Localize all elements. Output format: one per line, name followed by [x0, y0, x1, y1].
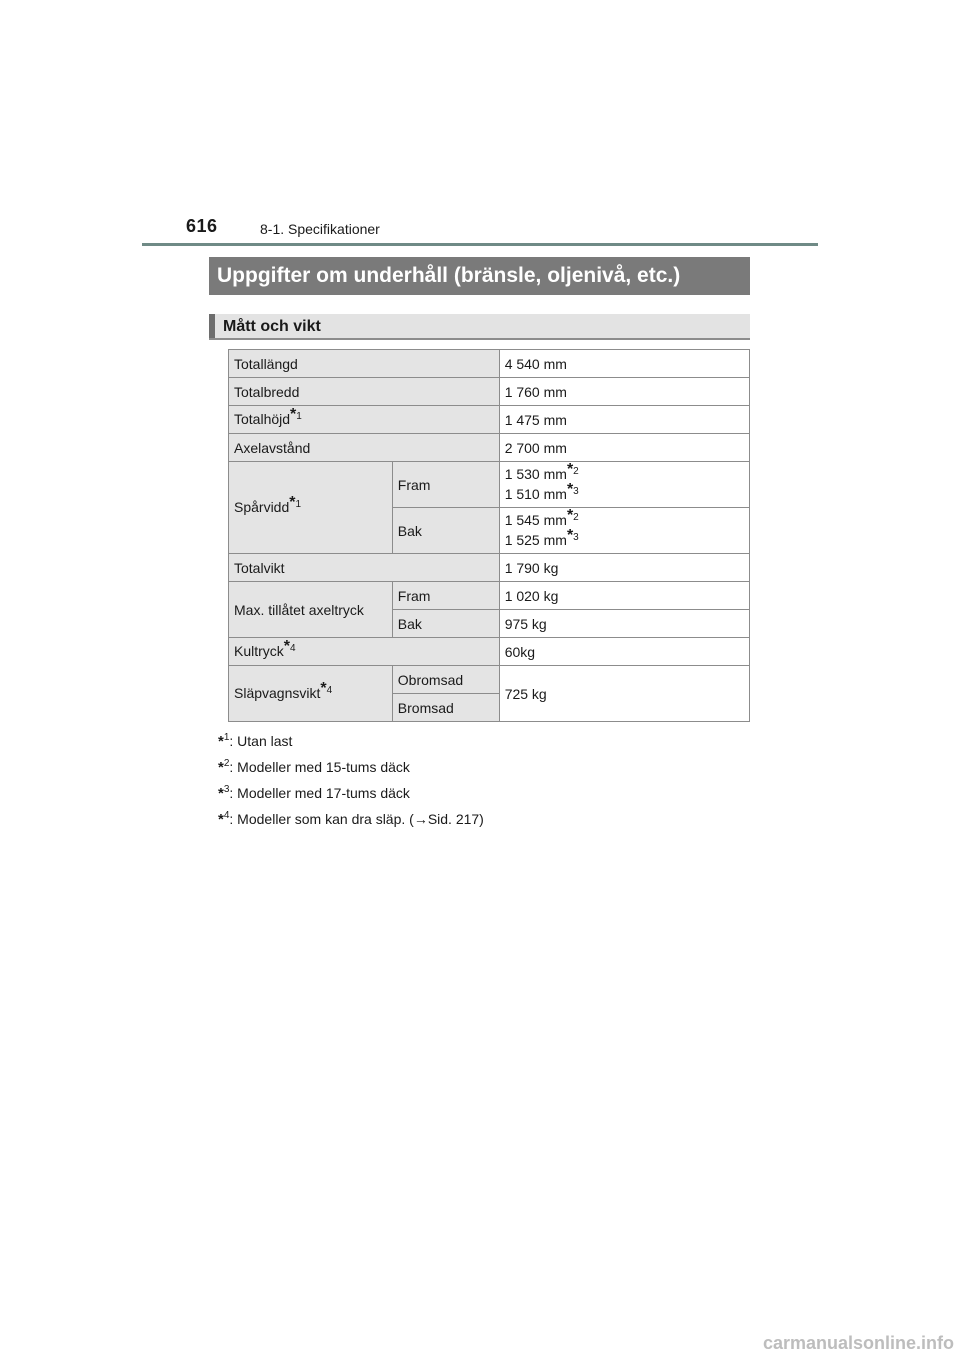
sub-label: Bak: [392, 610, 499, 638]
table-row: [229, 666, 750, 694]
value-line: [504, 526, 744, 551]
footnote-number: 3: [573, 485, 579, 497]
footnote-star: *: [566, 526, 574, 544]
table-row: [229, 350, 750, 378]
table-row: [229, 638, 750, 666]
row-label: Max. tillåtet axeltryck: [229, 582, 393, 638]
footnote-star: *: [218, 785, 224, 802]
footnote-ref: [290, 405, 302, 423]
subsection-header: [209, 314, 750, 340]
footnote-star: *: [218, 759, 224, 776]
value-line: [504, 460, 744, 485]
label-text: Kultryck: [234, 642, 284, 659]
value-line: [504, 506, 744, 531]
subsection-accent-bar: [209, 314, 215, 338]
label-text: Spårvidd: [234, 498, 290, 515]
row-label: [229, 666, 393, 722]
row-label: Totalbredd: [229, 378, 500, 406]
footnote-star: *: [218, 811, 224, 828]
row-label: [229, 638, 500, 666]
row-label: Axelavstånd: [229, 434, 500, 462]
footnote-number: 1: [296, 410, 302, 422]
footnote-ref: [289, 493, 302, 511]
value-text: 1 530 mm: [504, 465, 567, 482]
value-text: 1 525 mm: [504, 531, 567, 548]
label-text: Totalhöjd: [234, 410, 291, 427]
footnote-star: *: [290, 405, 297, 423]
label-text: Släpvagnsvikt: [234, 684, 321, 701]
footnote-star: *: [566, 460, 574, 478]
footnote-1: [218, 730, 484, 756]
row-label: Totallängd: [229, 350, 500, 378]
footnote-star: *: [289, 493, 296, 511]
dimensions-weight-table: [228, 349, 750, 722]
footnote-number: 2: [573, 465, 579, 477]
row-label: Totalvikt: [229, 554, 500, 582]
table-row: [229, 554, 750, 582]
row-value: [499, 462, 749, 508]
row-value: [499, 508, 749, 554]
row-value: 1 475 mm: [499, 406, 749, 434]
sub-label: Fram: [392, 462, 499, 508]
footnote-star: *: [566, 480, 574, 498]
footnote-ref: [566, 480, 579, 498]
footnote-text: : Modeller som kan dra släp. (→Sid. 217): [229, 811, 484, 827]
row-value: 725 kg: [499, 666, 749, 722]
footnote-ref: [566, 460, 579, 478]
footnote-star: *: [218, 733, 224, 750]
value-text: 1 510 mm: [504, 485, 567, 502]
footnote-number: 3: [573, 531, 579, 543]
header-rule: [142, 243, 818, 246]
table-row: [229, 378, 750, 406]
page-title: Uppgifter om underhåll (bränsle, oljenivå, etc.): [209, 257, 750, 295]
footnote-star: *: [283, 637, 291, 655]
row-label: [229, 462, 393, 554]
footnote-number: 2: [223, 758, 230, 769]
footnote-star: *: [320, 679, 327, 697]
page-number: 616: [186, 216, 218, 236]
footnote-4: [218, 808, 484, 834]
footnote-number: 2: [573, 511, 579, 523]
footnote-text: : Utan last: [229, 733, 293, 749]
footnote-ref: [566, 506, 579, 524]
footnote-ref: [566, 526, 579, 544]
table-row: [229, 462, 750, 508]
footnote-text: : Modeller med 17-tums däck: [229, 785, 410, 801]
row-value: 1 020 kg: [499, 582, 749, 610]
footnote-number: 4: [326, 684, 333, 696]
sub-label: Obromsad: [392, 666, 499, 694]
footnote-number: 3: [223, 784, 230, 795]
sub-label: Bak: [392, 508, 499, 554]
row-value: 975 kg: [499, 610, 749, 638]
footnote-ref: [283, 637, 296, 655]
row-value: 2 700 mm: [499, 434, 749, 462]
table-row: [229, 434, 750, 462]
footnote-ref: [320, 679, 333, 697]
footnote-number: 4: [223, 810, 230, 821]
row-label: [229, 406, 500, 434]
subsection-title: Mått och vikt: [223, 318, 321, 335]
footnote-2: [218, 756, 484, 782]
row-value: 60kg: [499, 638, 749, 666]
watermark[interactable]: carmanualsonline.info: [762, 1333, 954, 1353]
table-row: [229, 582, 750, 610]
footnote-3: [218, 782, 484, 808]
row-value: 4 540 mm: [499, 350, 749, 378]
footnote-number: 1: [223, 732, 230, 743]
row-value: 1 760 mm: [499, 378, 749, 406]
sub-label: Fram: [392, 582, 499, 610]
footnote-number: 4: [290, 642, 296, 654]
footnote-star: *: [566, 506, 574, 524]
section-path: 8-1. Specifikationer: [260, 221, 380, 237]
footnote-text: : Modeller med 15-tums däck: [229, 759, 410, 775]
table-row: [229, 406, 750, 434]
footnote-number: 1: [295, 498, 302, 510]
value-text: 1 545 mm: [504, 511, 567, 528]
footnotes: [218, 730, 484, 834]
value-line: [504, 480, 744, 505]
row-value: 1 790 kg: [499, 554, 749, 582]
sub-label: Bromsad: [392, 694, 499, 722]
